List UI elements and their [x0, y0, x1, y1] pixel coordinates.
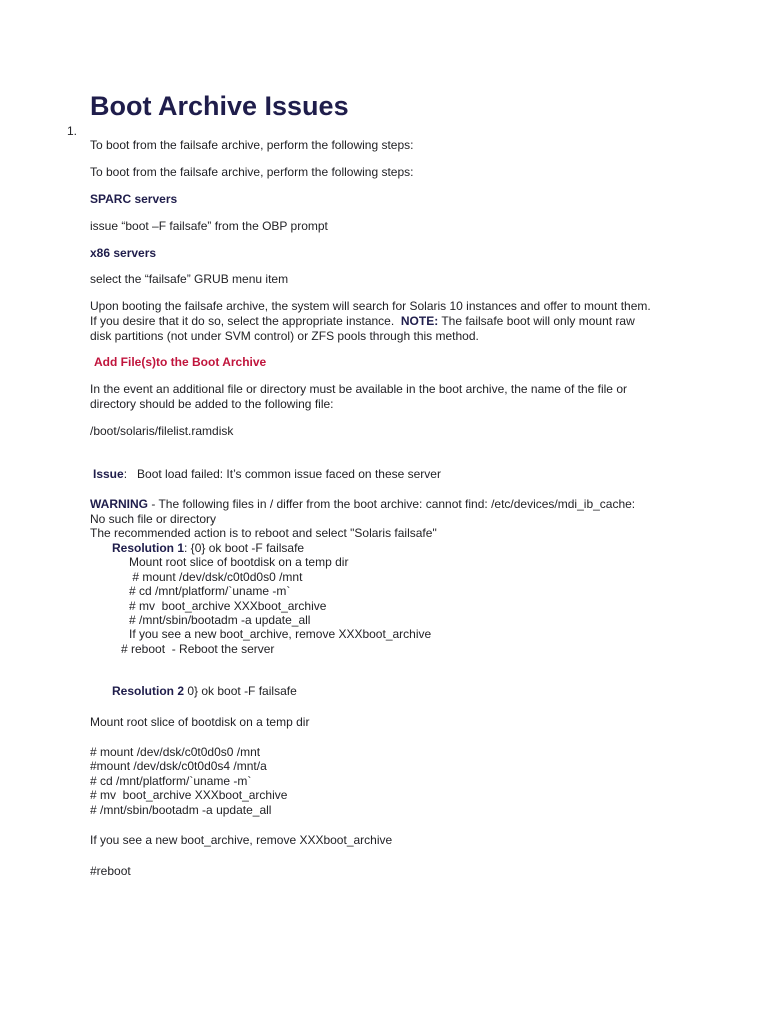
resolution-2-step: #mount /dev/dsk/c0t0d0s4 /mnt/a [90, 759, 267, 773]
add-files-heading: Add File(s)to the Boot Archive [94, 355, 267, 369]
page-title: Boot Archive Issues [90, 91, 349, 121]
failsafe-paragraph-line: Upon booting the failsafe archive, the system will search for Solaris 10 instances and offer to mount them. [90, 299, 651, 313]
resolution-2-mount-intro: Mount root slice of bootdisk on a temp dir [90, 715, 310, 729]
resolution-2-step: # mount /dev/dsk/c0t0d0s0 /mnt [90, 745, 261, 759]
resolution-1-line [112, 541, 304, 555]
add-files-paragraph-line: directory should be added to the following file: [90, 397, 334, 411]
failsafe-paragraph-text: If you desire that it do so, select the appropriate instance. [90, 314, 401, 328]
issue-line [93, 467, 441, 481]
resolution-1-step: # mv boot_archive XXXboot_archive [129, 599, 327, 613]
resolution-1-step: If you see a new boot_archive, remove XXXboot_archive [129, 627, 432, 641]
x86-instruction: select the “failsafe” GRUB menu item [90, 272, 289, 286]
add-files-paragraph-line: In the event an additional file or directory must be available in the boot archive, the name of the file or [90, 382, 627, 396]
warning-line: The recommended action is to reboot and select "Solaris failsafe" [90, 526, 437, 540]
note-label: NOTE: [400, 314, 439, 328]
list-number: 1. [67, 124, 78, 138]
resolution-2-line [112, 684, 297, 698]
issue-label: Issue [93, 467, 124, 481]
sparc-instruction: issue “boot –F failsafe” from the OBP prompt [90, 219, 328, 233]
resolution-1-step: # /mnt/sbin/bootadm -a update_all [129, 613, 311, 627]
resolution-1-step: # cd /mnt/platform/`uname -m` [129, 584, 291, 598]
resolution-1-step: # mount /dev/dsk/c0t0d0s0 /mnt [129, 570, 303, 584]
warning-line [90, 497, 635, 511]
x86-heading: x86 servers [90, 246, 157, 260]
resolution-2-remove-note: If you see a new boot_archive, remove XXXboot_archive [90, 833, 393, 847]
resolution-2-step: # mv boot_archive XXXboot_archive [90, 788, 288, 802]
issue-text: : Boot load failed: It’s common issue faced on these server [123, 467, 441, 481]
failsafe-paragraph-text: The failsafe boot will only mount raw [438, 314, 635, 328]
intro-text: To boot from the failsafe archive, perform the following steps: [90, 138, 414, 152]
resolution-1-step: Mount root slice of bootdisk on a temp dir [129, 555, 349, 569]
warning-text: - The following files in / differ from the boot archive: cannot find: /etc/devices/mdi_ib_cache: [148, 497, 636, 511]
failsafe-paragraph-line: disk partitions (not under SVM control) or ZFS pools through this method. [90, 329, 479, 343]
intro-text-repeat: To boot from the failsafe archive, perform the following steps: [90, 165, 414, 179]
resolution-2-step: # cd /mnt/platform/`uname -m` [90, 774, 252, 788]
resolution-2-reboot: #reboot [90, 864, 131, 878]
resolution-1-label: Resolution 1 [112, 541, 185, 555]
sparc-heading: SPARC servers [90, 192, 178, 206]
resolution-2-label: Resolution 2 [112, 684, 185, 698]
warning-line: No such file or directory [90, 512, 217, 526]
warning-label: WARNING [90, 497, 148, 511]
resolution-1-text: : {0} ok boot -F failsafe [184, 541, 305, 555]
filelist-path: /boot/solaris/filelist.ramdisk [90, 424, 234, 438]
resolution-1-reboot: # reboot - Reboot the server [121, 642, 275, 656]
resolution-2-text: 0} ok boot -F failsafe [184, 684, 297, 698]
failsafe-paragraph-line [90, 314, 635, 328]
resolution-2-step: # /mnt/sbin/bootadm -a update_all [90, 803, 272, 817]
